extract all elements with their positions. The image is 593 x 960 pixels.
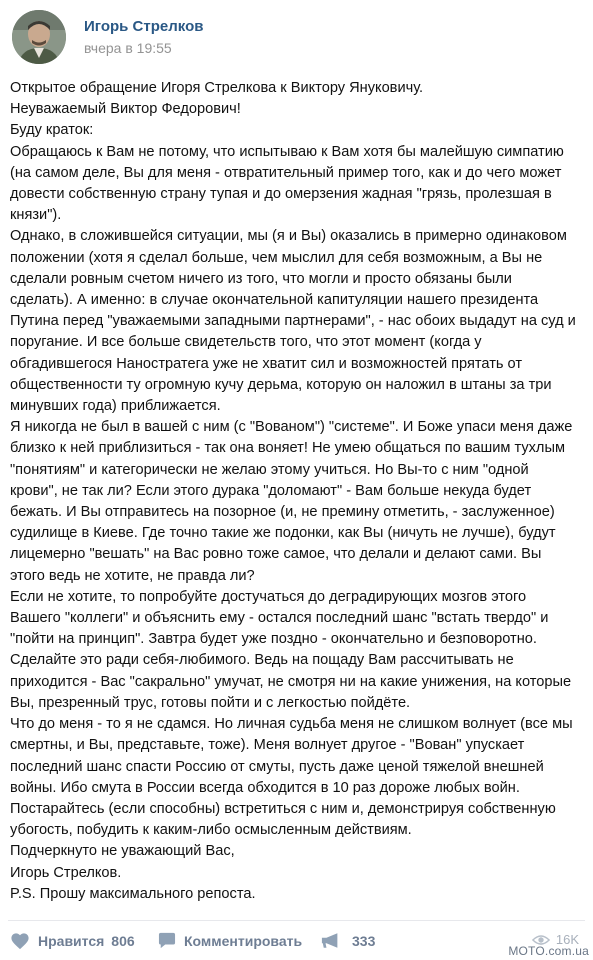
comment-button[interactable] xyxy=(158,932,302,949)
watermark: MOTO.com.ua xyxy=(508,944,589,958)
views-count: 16K xyxy=(555,932,579,947)
paragraph: Однако, в сложившейся ситуации, мы (я и Вы) оказались в примерно одинаковом положении (хотя я сделал больше, чем мыслил для себя возможным, а Вы не сделали ровным счетом ничего из того, что могли и просто обязаны были сделать). А именно: в случае окончательной капитуляции нашего президента Путина перед "уважаемыми западными партнерами", - нас обоих выдадут на суд и поругание. И все больше свидетельств того, что этот момент (когда у обгадившегося Наностратега уже не хватит сил и возможностей прятать от общественности ту огромную кучу дерьма, которую он наложил в штаны за три минувших года) приближается. xyxy=(10,228,576,415)
footer-divider xyxy=(8,920,585,921)
post-text xyxy=(10,78,584,905)
heart-icon xyxy=(10,932,30,950)
paragraph-signature: Игорь Стрелков. xyxy=(10,864,122,881)
paragraph-greeting: Неуважаемый Виктор Федорович! xyxy=(10,101,241,118)
paragraph-title: Открытое обращение Игоря Стрелкова к Виктору Януковичу. xyxy=(10,80,424,96)
megaphone-icon xyxy=(321,932,341,949)
paragraph: Если не хотите, то попробуйте достучаться до деградирующих мозгов этого Вашего "коллеги" и объяснить ему - остался последний шанс "встать твердо" и "пойти на принцип". Завтра будет уже поздно - окончательно и безповоротно. Сделайте это ради себя-любимого. Ведь на пощаду Вам рассчитывать не приходится - Вас "сакрально" умучат, не смотря ни на какие унижения, на которые Вы, презренный трус, готовы пойти и с легкостью пойдёте. xyxy=(10,588,572,711)
share-button[interactable] xyxy=(321,932,375,949)
comment-label: Комментировать xyxy=(184,932,303,949)
share-count: 333 xyxy=(352,932,376,949)
paragraph: Обращаюсь к Вам не потому, что испытываю к Вам хотя бы малейшую симпатию (на самом деле, Вы для меня - отвратительный пример того, как и до чего может довести собственную страну тупая и до омерзения жадная "грязь, пролезшая в князи"). xyxy=(10,143,564,224)
author-name[interactable]: Игорь Стрелков xyxy=(84,18,204,35)
comment-icon xyxy=(158,932,176,949)
avatar[interactable] xyxy=(12,10,66,64)
post-actions xyxy=(8,928,585,958)
paragraph: Что до меня - то я не сдамся. Но личная судьба меня не слишком волнует (все мы смертны, и Вы, представьте, тоже). Меня волнует другое - "Вован" упускает последний шанс спасти Россию от смуты, пусть даже ценой тяжелой внешней войны. Ибо смута в России всегда обходится в 10 раз дороже любых войн. Постарайтесь (если способны) встретиться с ним и, демонстрируя собственную убогость, побудить к каким-либо осмысленным действиям. xyxy=(10,716,573,839)
paragraph-postscript: P.S. Прошу максимального репоста. xyxy=(10,885,256,902)
paragraph: Я никогда не был в вашей с ним (с "Вованом") "системе". И Боже упаси меня даже близко к ней приблизиться - так она воняет! Не умею общаться по вашим тухлым "понятиям" и категорически не желаю этому учиться. Но Вы-то с ним "одной крови", не так ли? Если этого дурака "доломают" - Вам больше некуда будет бежать. И Вы отправитесь на позорное (и, не премину отметить, - заслуженное) судилище в Киеве. Где точно такие же подонки, как Вы (ничуть не лучше), будут лицемерно "вешать" на Вас ровно тоже самое, что делали и делают сами. Вы этого ведь не хотите, не правда ли? xyxy=(10,419,573,584)
like-label: Нравится xyxy=(38,933,105,949)
paragraph-closing: Подчеркнуто не уважающий Вас, xyxy=(10,843,235,860)
like-count: 806 xyxy=(111,933,135,949)
post-time[interactable]: вчера в 19:55 xyxy=(84,40,172,56)
paragraph-brief: Буду краток: xyxy=(10,122,94,139)
like-button[interactable] xyxy=(10,932,135,950)
post-header xyxy=(12,10,582,66)
